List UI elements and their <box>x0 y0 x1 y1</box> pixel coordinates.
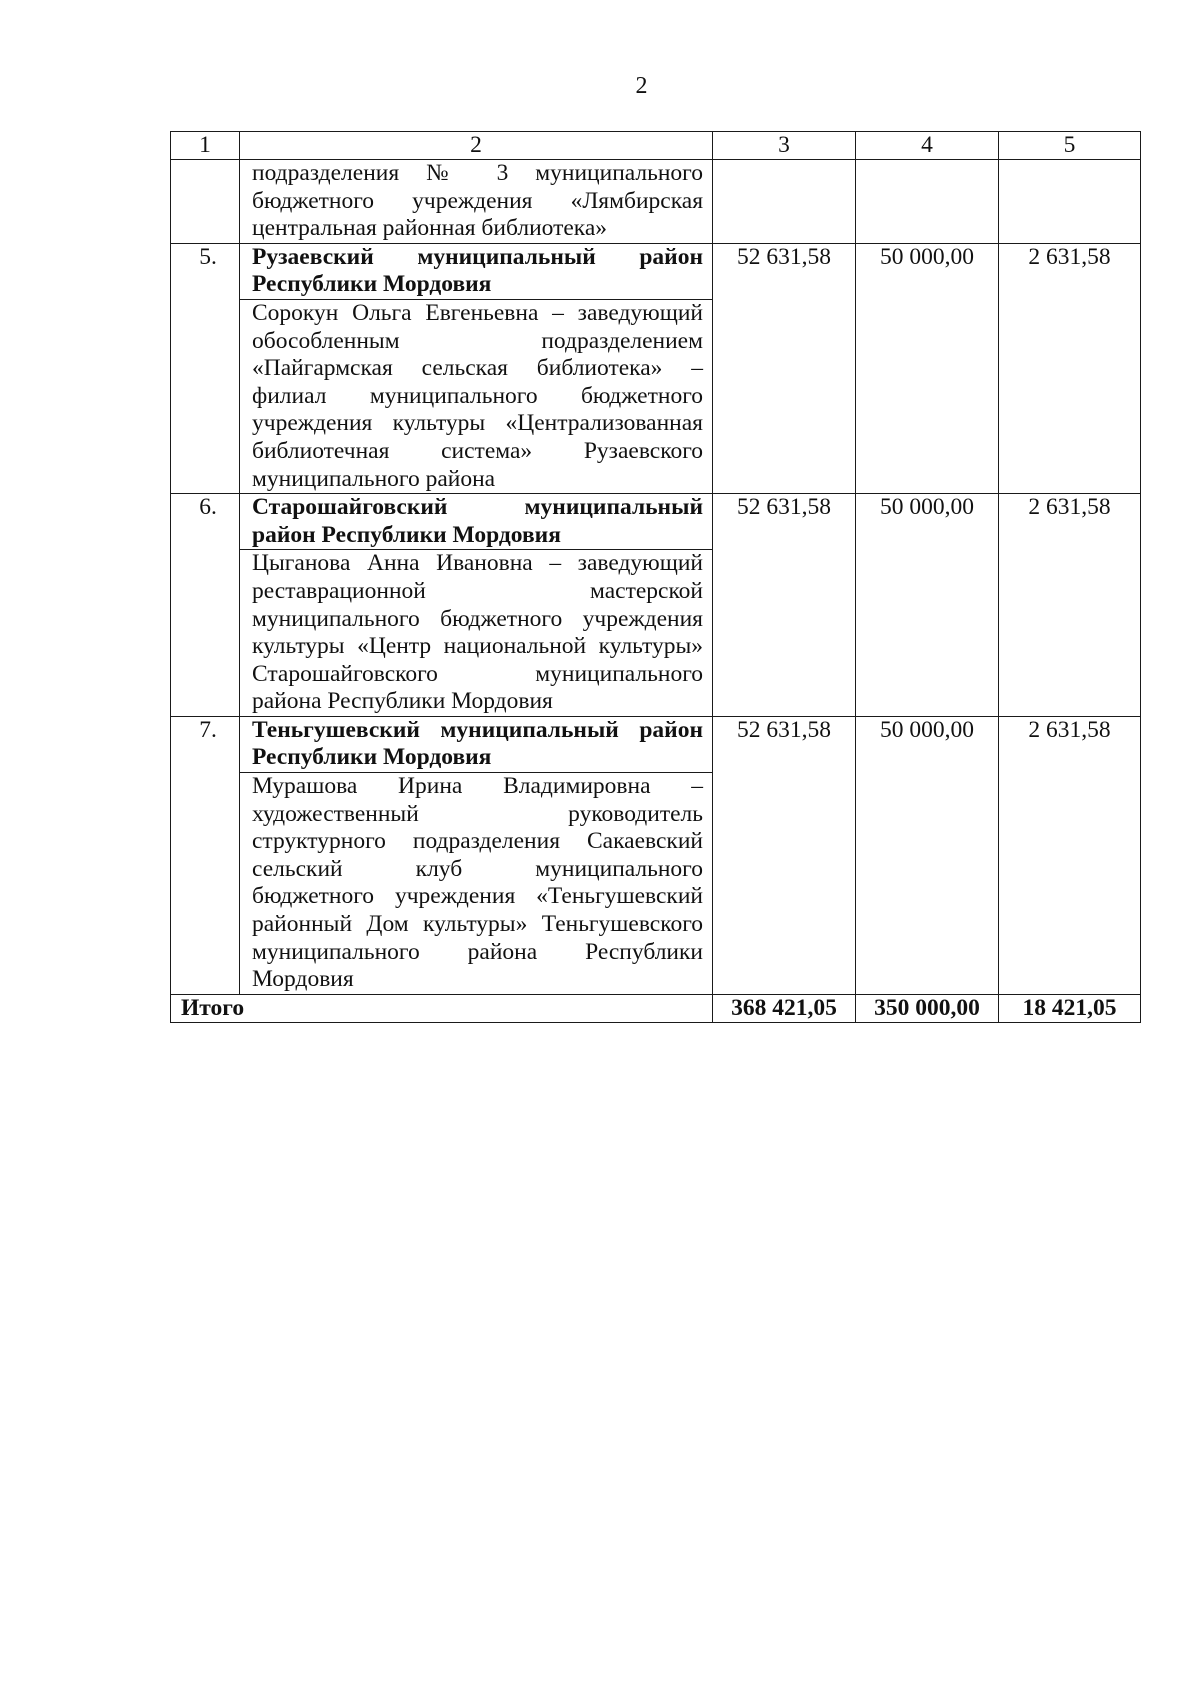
continuation-row <box>171 160 1141 244</box>
page-number: 2 <box>635 73 648 99</box>
continuation-col4 <box>856 160 999 244</box>
table-row <box>171 494 1141 550</box>
recipient-description <box>240 773 713 995</box>
amount-col4: 50 000,00 <box>856 243 999 493</box>
region-line: Старошайговский муниципальный <box>252 494 703 521</box>
column-number-row <box>171 132 1141 160</box>
recipient-line: муниципального района <box>252 465 496 492</box>
amount-col3: 52 631,58 <box>713 716 856 994</box>
column-number-4: 4 <box>856 132 999 160</box>
recipient-line: художественный руководитель <box>252 800 703 827</box>
recipient-line: бюджетного учреждения «Теньгушевский <box>252 883 703 910</box>
recipient-line: Мурашова Ирина Владимировна – <box>252 773 703 800</box>
column-number-3: 3 <box>713 132 856 160</box>
amount-col5: 2 631,58 <box>999 494 1141 717</box>
amount-col5: 2 631,58 <box>999 716 1141 994</box>
row-number <box>171 716 240 994</box>
recipient-line: районный Дом культуры» Теньгушевского <box>252 911 703 938</box>
row-number-text: 7. <box>199 716 217 743</box>
total-row <box>171 994 1141 1023</box>
row-number <box>171 243 240 493</box>
row-number-text: 5. <box>199 243 217 270</box>
total-label: Итого <box>171 994 713 1023</box>
total-col4: 350 000,00 <box>856 994 999 1023</box>
table-row <box>171 716 1141 772</box>
continuation-line: бюджетного учреждения «Лямбирская <box>252 187 703 214</box>
region-name <box>240 243 713 299</box>
table-row <box>171 243 1141 299</box>
recipient-line: муниципального района Республики <box>252 938 703 965</box>
region-line: Теньгушевский муниципальный район <box>252 716 703 743</box>
region-line: Республики Мордовия <box>252 744 492 771</box>
continuation-num-cell <box>171 160 240 244</box>
recipient-line: Сорокун Ольга Евгеньевна – заведующий <box>252 299 703 326</box>
recipient-line: структурного подразделения Сакаевский <box>252 828 703 855</box>
amount-col3: 52 631,58 <box>713 494 856 717</box>
recipient-line: реставрационной мастерской <box>252 577 703 604</box>
region-line: район Республики Мордовия <box>252 521 561 548</box>
region-name <box>240 494 713 550</box>
recipient-line: Цыганова Анна Ивановна – заведующий <box>252 550 703 577</box>
continuation-col3 <box>713 160 856 244</box>
recipient-line: учреждения культуры «Централизованная <box>252 410 703 437</box>
total-col3: 368 421,05 <box>713 994 856 1023</box>
continuation-line: подразделения № 3 муниципального <box>252 160 703 186</box>
recipient-description <box>240 299 713 493</box>
region-name <box>240 716 713 772</box>
recipient-line: Мордовия <box>252 966 354 993</box>
amount-col4: 50 000,00 <box>856 716 999 994</box>
row-number <box>171 494 240 717</box>
recipient-line: библиотечная система» Рузаевского <box>252 437 703 464</box>
continuation-text <box>240 160 713 244</box>
recipient-line: филиал муниципального бюджетного <box>252 382 703 409</box>
continuation-col5 <box>999 160 1141 244</box>
column-number-2: 2 <box>240 132 713 160</box>
amount-col4: 50 000,00 <box>856 494 999 717</box>
region-line: Республики Мордовия <box>252 271 492 298</box>
recipient-line: района Республики Мордовия <box>252 688 553 715</box>
region-line: Рузаевский муниципальный район <box>252 243 703 270</box>
column-number-1: 1 <box>171 132 240 160</box>
recipient-line: муниципального бюджетного учреждения <box>252 605 703 632</box>
recipient-line: сельский клуб муниципального <box>252 855 703 882</box>
recipient-line: Старошайговского муниципального <box>252 660 703 687</box>
allocation-table <box>170 131 1141 1023</box>
row-number-text: 6. <box>199 494 217 521</box>
recipient-description <box>240 550 713 717</box>
total-col5: 18 421,05 <box>999 994 1141 1023</box>
recipient-line: обособленным подразделением <box>252 327 703 354</box>
continuation-line: центральная районная библиотека» <box>252 215 608 242</box>
column-number-5: 5 <box>999 132 1141 160</box>
recipient-line: культуры «Центр национальной культуры» <box>252 633 703 660</box>
amount-col3: 52 631,58 <box>713 243 856 493</box>
amount-col5: 2 631,58 <box>999 243 1141 493</box>
recipient-line: «Пайгармская сельская библиотека» – <box>252 355 703 382</box>
